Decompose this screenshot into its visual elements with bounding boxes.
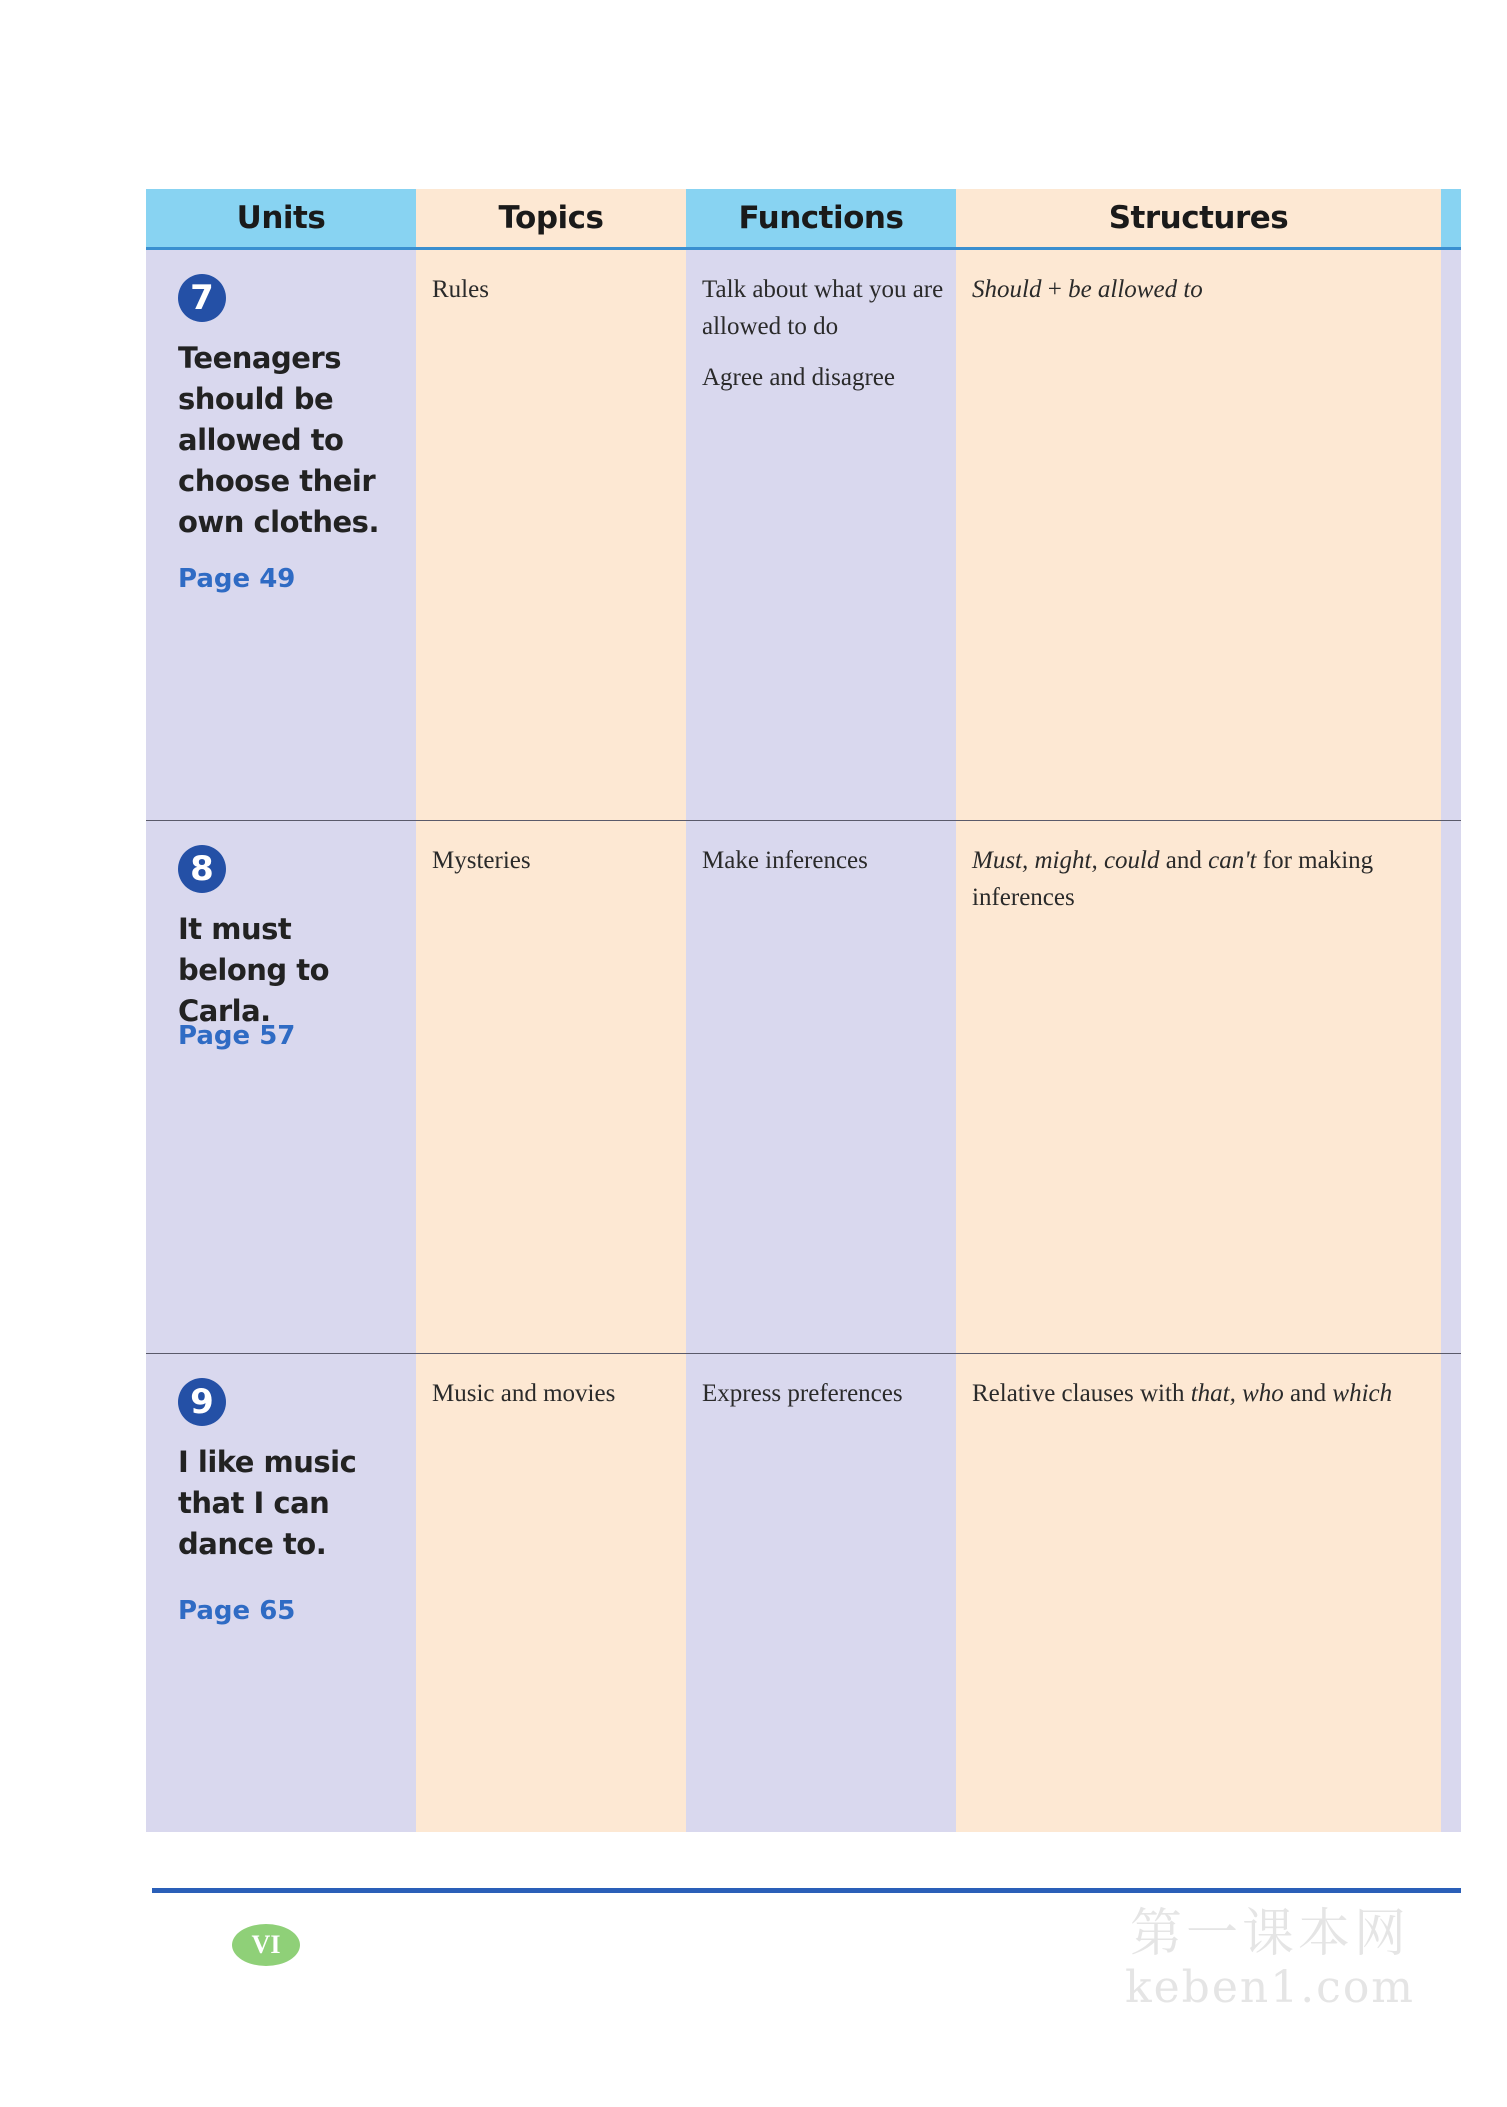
header-functions: Functions (686, 189, 956, 247)
structure-text: for making inferences (972, 847, 1374, 911)
header-structures: Structures (956, 189, 1441, 247)
contents-table (146, 189, 1461, 1893)
functions-cell (702, 842, 947, 879)
structures-cell (972, 271, 1427, 308)
structure-italic: Should (972, 276, 1042, 303)
structure-italic: Must, might, could (972, 847, 1160, 874)
table-row (146, 1353, 1461, 1833)
watermark-line1: 第一课本网 (1129, 1904, 1410, 1964)
functions-cell (702, 1375, 947, 1412)
table-row (146, 250, 1461, 820)
unit-number-badge: 8 (178, 845, 226, 893)
unit-title: Teenagers should be allowed to choose their own clothes. (178, 341, 379, 539)
topic-cell: Music and movies (432, 1380, 616, 1407)
unit-number-badge: 7 (178, 274, 226, 322)
function-item: Agree and disagree (702, 364, 895, 391)
header-units: Units (146, 189, 416, 247)
structure-text: Relative clauses with (972, 1380, 1191, 1407)
structure-text: and (1283, 1380, 1333, 1407)
watermark-line2: keben1.com (1124, 1962, 1416, 2013)
unit-page-link[interactable]: Page 57 (178, 1021, 296, 1051)
watermark (1120, 1905, 1420, 2013)
header-topics: Topics (416, 189, 686, 247)
function-item: Talk about what you are allowed to do (702, 276, 944, 340)
header-edge (1441, 189, 1461, 247)
functions-cell (702, 271, 947, 396)
unit-page-link[interactable]: Page 65 (178, 1596, 296, 1626)
structures-cell (972, 1375, 1427, 1412)
structure-italic: can't (1208, 847, 1257, 874)
unit-page-link[interactable]: Page 49 (178, 564, 296, 594)
unit-title: It must belong to Carla. (178, 912, 330, 1028)
table-row (146, 820, 1461, 1354)
structures-cell (972, 842, 1427, 916)
structure-italic: that, who (1190, 1380, 1284, 1407)
structure-text: + (1041, 276, 1069, 303)
table-bottom-rule (152, 1888, 1461, 1893)
structure-italic: which (1332, 1380, 1393, 1407)
unit-title: I like music that I can dance to. (178, 1445, 357, 1561)
page-number-badge: VI (232, 1924, 300, 1966)
structure-italic: be allowed to (1068, 276, 1203, 303)
topic-cell: Rules (432, 276, 489, 303)
table-header (146, 189, 1461, 250)
function-item: Make inferences (702, 847, 868, 874)
function-item: Express preferences (702, 1380, 903, 1407)
unit-number-badge: 9 (178, 1378, 226, 1426)
topic-cell: Mysteries (432, 847, 531, 874)
structure-text: and (1159, 847, 1209, 874)
